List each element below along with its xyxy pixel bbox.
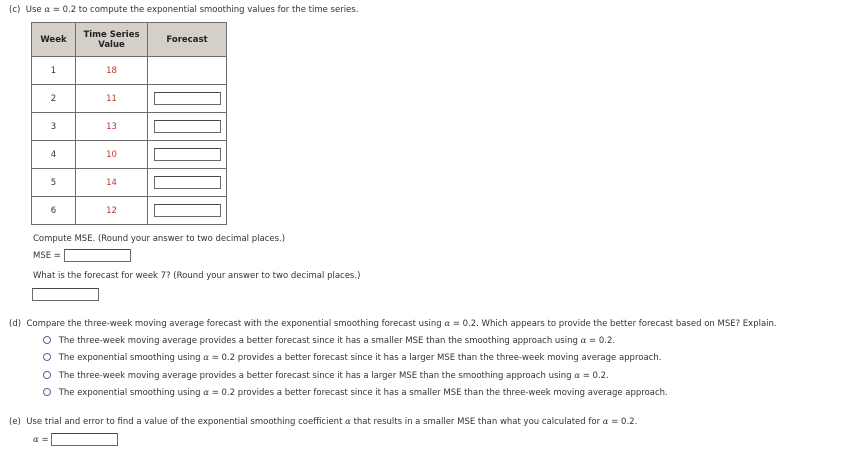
week-cell: 5: [32, 169, 76, 197]
header-forecast: Forecast: [148, 23, 227, 57]
forecast-cell: [148, 57, 227, 85]
forecast-input-week-4[interactable]: [154, 148, 221, 161]
forecast-input-week-2[interactable]: [154, 92, 221, 105]
week-cell: 6: [32, 197, 76, 225]
alpha-input[interactable]: [51, 433, 118, 446]
forecast-week7-row: [32, 288, 99, 301]
part-c-instruction: (c) Use α = 0.2 to compute the exponential smoothing values for the time series.: [9, 5, 359, 15]
forecast-cell: [148, 113, 227, 141]
alpha-row: [33, 433, 118, 446]
part-d-question: (d) Compare the three-week moving average forecast with the exponential smoothing forecast using α = 0.2. Which appears to provide the better forecast based on MSE? Explain.: [9, 319, 777, 329]
mse-prompt: Compute MSE. (Round your answer to two decimal places.): [33, 234, 286, 244]
radio-option-3[interactable]: [43, 371, 51, 379]
time-series-value-cell: 12: [76, 197, 148, 225]
week-cell: 4: [32, 141, 76, 169]
answer-option-1[interactable]: The three-week moving average provides a better forecast since it has a smaller MSE than the smoothing approach using α = 0.2.: [43, 336, 615, 346]
forecast-week7-prompt: What is the forecast for week 7? (Round your answer to two decimal places.): [33, 271, 361, 281]
table-row: [32, 57, 227, 85]
answer-option-4[interactable]: The exponential smoothing using α = 0.2 provides a better forecast since it has a smaller MSE than the three-week moving average approach.: [43, 388, 668, 398]
time-series-value-cell: 11: [76, 85, 148, 113]
forecast-input-week-6[interactable]: [154, 204, 221, 217]
week-cell: 3: [32, 113, 76, 141]
answer-option-2[interactable]: The exponential smoothing using α = 0.2 provides a better forecast since it has a larger MSE than the three-week moving average approach.: [43, 353, 661, 363]
radio-option-4[interactable]: [43, 388, 51, 396]
alpha-label: =: [41, 435, 49, 445]
time-series-table: [31, 22, 227, 225]
forecast-week7-input[interactable]: [32, 288, 99, 301]
mse-row: [33, 249, 131, 262]
week-cell: 1: [32, 57, 76, 85]
time-series-value-cell: 10: [76, 141, 148, 169]
time-series-value-cell: 18: [76, 57, 148, 85]
radio-option-2[interactable]: [43, 353, 51, 361]
forecast-cell: [148, 141, 227, 169]
time-series-value-cell: 13: [76, 113, 148, 141]
header-time-series-value: Time Series Value: [76, 23, 148, 57]
table-row: [32, 113, 227, 141]
time-series-value-cell: 14: [76, 169, 148, 197]
forecast-cell: [148, 197, 227, 225]
mse-input[interactable]: [64, 249, 131, 262]
table-row: [32, 85, 227, 113]
header-week: Week: [32, 23, 76, 57]
table-row: [32, 141, 227, 169]
forecast-cell: [148, 85, 227, 113]
mse-label: MSE =: [33, 251, 61, 261]
alpha-symbol: α: [33, 435, 39, 445]
forecast-input-week-3[interactable]: [154, 120, 221, 133]
table-row: [32, 197, 227, 225]
radio-option-1[interactable]: [43, 336, 51, 344]
part-e-question: (e) Use trial and error to find a value of the exponential smoothing coefficient α that results in a smaller MSE than what you calculated for α = 0.2.: [9, 417, 638, 427]
week-cell: 2: [32, 85, 76, 113]
forecast-cell: [148, 169, 227, 197]
table-row: [32, 169, 227, 197]
forecast-input-week-5[interactable]: [154, 176, 221, 189]
answer-option-3[interactable]: The three-week moving average provides a better forecast since it has a larger MSE than the smoothing approach using α = 0.2.: [43, 371, 609, 381]
